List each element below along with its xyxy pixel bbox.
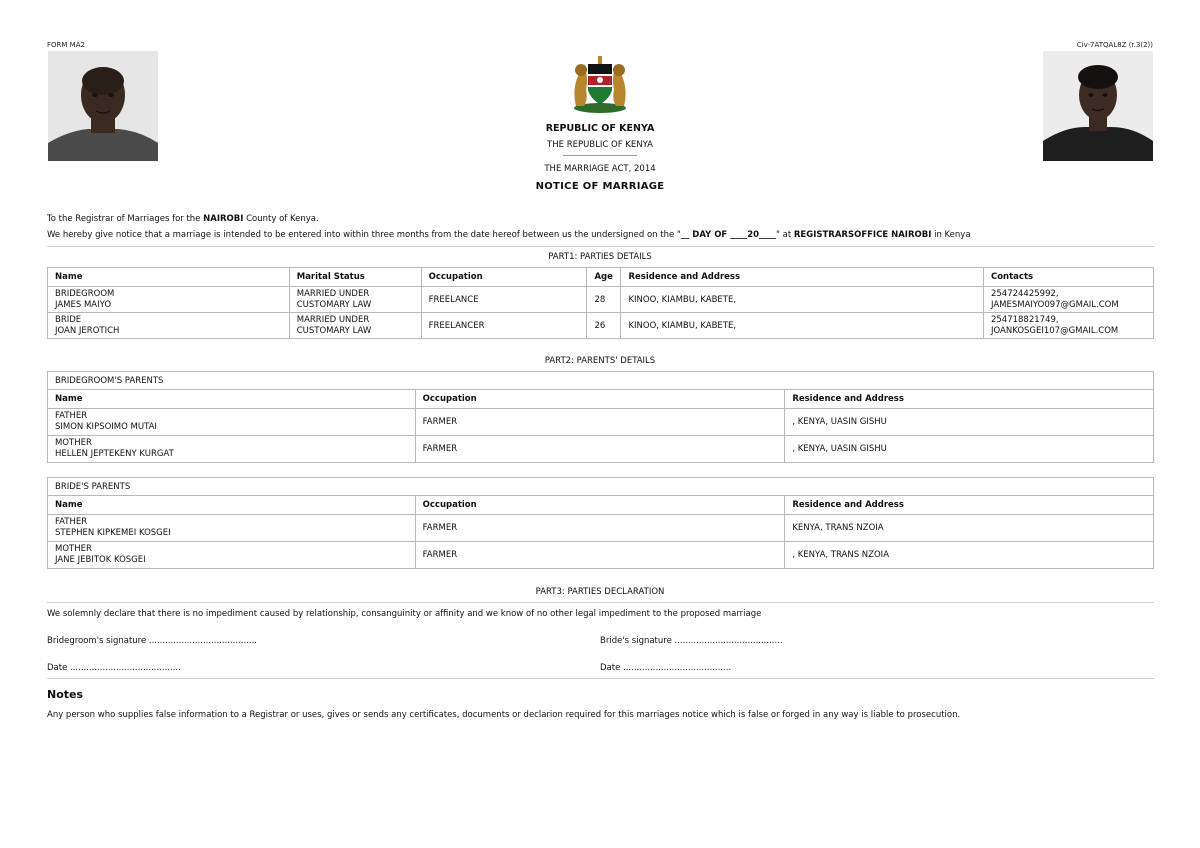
column-header: Name xyxy=(48,390,416,409)
table-row: MOTHER JANE JEBITOK KOSGEI FARMER , KENYA, TRANS NZOIA xyxy=(48,542,1154,569)
declaration-text: We solemnly declare that there is no impediment caused by relationship, consanguinity or affinity and we know of no other legal impediment to the proposed marriage xyxy=(47,609,762,619)
republic-subheading: THE REPUBLIC OF KENYA xyxy=(547,140,653,150)
bridegroom-signature: Bridegroom's signature ........................................ xyxy=(47,636,257,646)
bride-parents-table xyxy=(47,477,1154,569)
republic-heading: REPUBLIC OF KENYA xyxy=(545,123,655,134)
column-header: Occupation xyxy=(415,496,785,515)
bridegroom-parents-table xyxy=(47,371,1154,463)
divider xyxy=(47,246,1154,247)
bridegroom-date: Date ......................................... xyxy=(47,663,181,673)
act-heading: THE MARRIAGE ACT, 2014 xyxy=(544,164,656,174)
part2-title: PART2: PARENTS' DETAILS xyxy=(544,356,656,366)
reference-code: Civ-7ATQAL8Z (r.3(2)) xyxy=(1076,41,1153,49)
intro-line-1: To the Registrar of Marriages for the NAIROBI County of Kenya. xyxy=(47,214,319,224)
part3-title: PART3: PARTIES DECLARATION xyxy=(535,587,665,597)
table-row: FATHER STEPHEN KIPKEMEI KOSGEI FARMER KENYA, TRANS NZOIA xyxy=(48,515,1154,542)
notes-title: Notes xyxy=(47,688,84,701)
parties-table xyxy=(47,267,1154,339)
column-header: Marital Status xyxy=(289,268,421,287)
column-header: Name xyxy=(48,268,290,287)
table-caption: BRIDE'S PARENTS xyxy=(48,478,1154,496)
table-row: BRIDEGROOM JAMES MAIYO MARRIED UNDER CUSTOMARY LAW FREELANCE 28 KINOO, KIAMBU, KABETE, 254724425992, JAMESMAIYO097@GMAIL.COM xyxy=(48,287,1154,313)
notes-text: Any person who supplies false information to a Registrar or uses, gives or sends any certificates, documents or declarion required for this marriages notice which is false or forged in any way is liable to prosecution. xyxy=(47,710,961,720)
column-header: Contacts xyxy=(983,268,1153,287)
column-header: Residence and Address xyxy=(785,496,1154,515)
kenya-coat-of-arms-icon xyxy=(566,50,634,114)
intro-line-2: We hereby give notice that a marriage is intended to be entered into within three months from the date hereof between us the undersigned on the "__ DAY OF ____20____" at REGISTRARSOFFICE NAIROBI in Kenya xyxy=(47,230,971,240)
column-header: Occupation xyxy=(421,268,587,287)
part1-title: PART1: PARTIES DETAILS xyxy=(548,252,652,262)
column-header: Residence and Address xyxy=(621,268,984,287)
divider xyxy=(47,602,1154,603)
form-code: FORM MA2 xyxy=(47,41,85,49)
table-row: FATHER SIMON KIPSOIMO MUTAI FARMER , KENYA, UASIN GISHU xyxy=(48,409,1154,436)
table-row: MOTHER HELLEN JEPTEKENY KURGAT FARMER , KENYA, UASIN GISHU xyxy=(48,436,1154,463)
divider xyxy=(47,678,1154,679)
column-header: Age xyxy=(587,268,621,287)
table-caption: BRIDEGROOM'S PARENTS xyxy=(48,372,1154,390)
column-header: Name xyxy=(48,496,416,515)
column-header: Occupation xyxy=(415,390,785,409)
title-divider xyxy=(563,155,637,156)
column-header: Residence and Address xyxy=(785,390,1154,409)
table-row: BRIDE JOAN JEROTICH MARRIED UNDER CUSTOMARY LAW FREELANCER 26 KINOO, KIAMBU, KABETE, 254718821749, JOANKOSGEI107@GMAIL.COM xyxy=(48,313,1154,339)
bride-signature: Bride's signature ........................................ xyxy=(600,636,783,646)
notice-title: NOTICE OF MARRIAGE xyxy=(535,181,665,192)
bride-date: Date ........................................ xyxy=(600,663,732,673)
